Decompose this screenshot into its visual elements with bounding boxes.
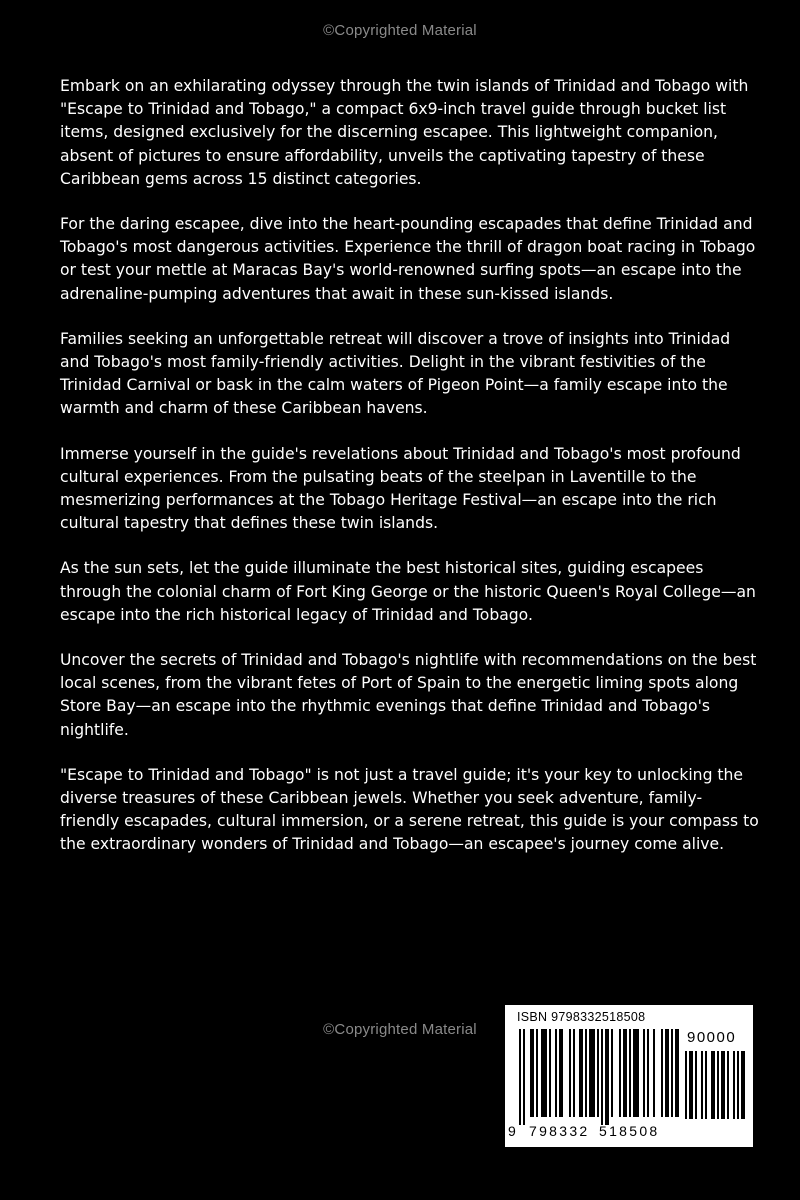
ean-first-digit: 9 [508,1123,516,1139]
barcode-bar [619,1029,621,1117]
barcode-bar [569,1029,571,1117]
barcode-bar [605,1029,609,1125]
copyright-watermark-bottom: ©Copyrighted Material [323,1021,477,1038]
blurb-paragraph-intro: Embark on an exhilarating odyssey through the twin islands of Trinidad and Tobago with "Escape to Trinidad and Tobago," a compact 6x9-inch travel guide through bucket list items, designed exclusively for the discerning escapee. This lightweight companion, absent of pictures to ensure affordability, unveils the captivating tapestry of these Caribbean gems across 15 distinct categories. [60,77,749,188]
barcode-bar [555,1029,557,1117]
barcode-bar [701,1051,703,1119]
barcode-bar [695,1051,697,1119]
blurb-paragraph-nightlife: Uncover the secrets of Trinidad and Tobago's nightlife with recommendations on the best local scenes, from the vibrant fetes of Port of Spain to the energetic liming spots along Store Bay—an escape into the rhythmic evenings that define Trinidad and Tobago's nightlife. [60,651,757,739]
barcode-bar [733,1051,735,1119]
blurb-paragraph-cultural: Immerse yourself in the guide's revelations about Trinidad and Tobago's most profound cultural experiences. From the pulsating beats of the steelpan in Laventille to the mesmerizing performances at the Tobago Heritage Festival—an escape into the rich cultural tapestry that defines these twin islands. [60,444,741,533]
barcode-bar [653,1029,655,1117]
barcode-bar [647,1029,649,1117]
barcode-bar [559,1029,563,1117]
barcode-bar [536,1029,538,1117]
barcode-bar [633,1029,639,1117]
barcode-bar [737,1051,739,1119]
barcode-bar [597,1029,599,1117]
blurb-paragraph-historical: As the sun sets, let the guide illuminate the best historical sites, guiding escapees through the colonial charm of Fort King George or the historic Queen's Royal College—an escape into the rich historical legacy of Trinidad and Tobago. [60,559,756,624]
barcode-bar [589,1029,595,1117]
barcode-bar [629,1029,631,1117]
barcode-bar [689,1051,693,1119]
barcode-bar [585,1029,587,1117]
barcode-bar [671,1029,673,1117]
barcode-bar [530,1029,534,1117]
barcode-bar [675,1029,679,1117]
ean-right-digits: 518508 [599,1123,660,1139]
barcode-bar [519,1029,521,1125]
barcode-bar [541,1029,547,1117]
price-code: 90000 [687,1029,737,1046]
barcode-bar [579,1029,583,1117]
barcode-bar [573,1029,575,1117]
barcode-bar [665,1029,669,1117]
barcode-bar [611,1029,613,1117]
barcode-bar [661,1029,663,1117]
ean13-barcode-bars [519,1029,679,1129]
barcode-bar [685,1051,687,1119]
barcode-bar [717,1051,719,1119]
blurb-paragraph-family: Families seeking an unforgettable retreat will discover a trove of insights into Trinidad and Tobago's most family-friendly activities. Delight in the vibrant festivities of the Trinidad Carnival or bask in the calm waters of Pigeon Point—a family escape into the warmth and charm of these Caribbean havens. [60,329,731,418]
blurb-text [60,75,760,879]
blurb-paragraph-closing: "Escape to Trinidad and Tobago" is not just a travel guide; it's your key to unlocking the diverse treasures of these Caribbean jewels. Whether you seek adventure, family-friendly escapades, cultural immersion, or a serene retreat, this guide is your compass to the extraordinary wonders of Trinidad and Tobago—an escapee's journey come alive. [60,765,759,854]
barcode-bar [711,1051,715,1119]
barcode-bar [623,1029,627,1117]
barcode-bar [549,1029,551,1117]
barcode-bar [727,1051,729,1119]
barcode-bar [721,1051,725,1119]
isbn-label: ISBN 9798332518508 [517,1010,646,1024]
copyright-watermark-top: ©Copyrighted Material [323,22,477,39]
barcode-bar [643,1029,645,1117]
ean-left-digits: 798332 [529,1123,590,1139]
barcode-bar [601,1029,603,1125]
blurb-paragraph-dangerous: For the daring escapee, dive into the heart-pounding escapades that define Trinidad and Tobago's most dangerous activities. Experience the thrill of dragon boat racing in Tobago or test your mettle at Maracas Bay's world-renowned surfing spots—an escape into the adrenaline-pumping adventures that await in these sun-kissed islands. [60,215,756,303]
addon-barcode-bars [685,1051,745,1129]
barcode-bar [741,1051,745,1119]
barcode-bar [705,1051,707,1119]
barcode-bar [523,1029,525,1125]
isbn-barcode [505,1005,753,1147]
